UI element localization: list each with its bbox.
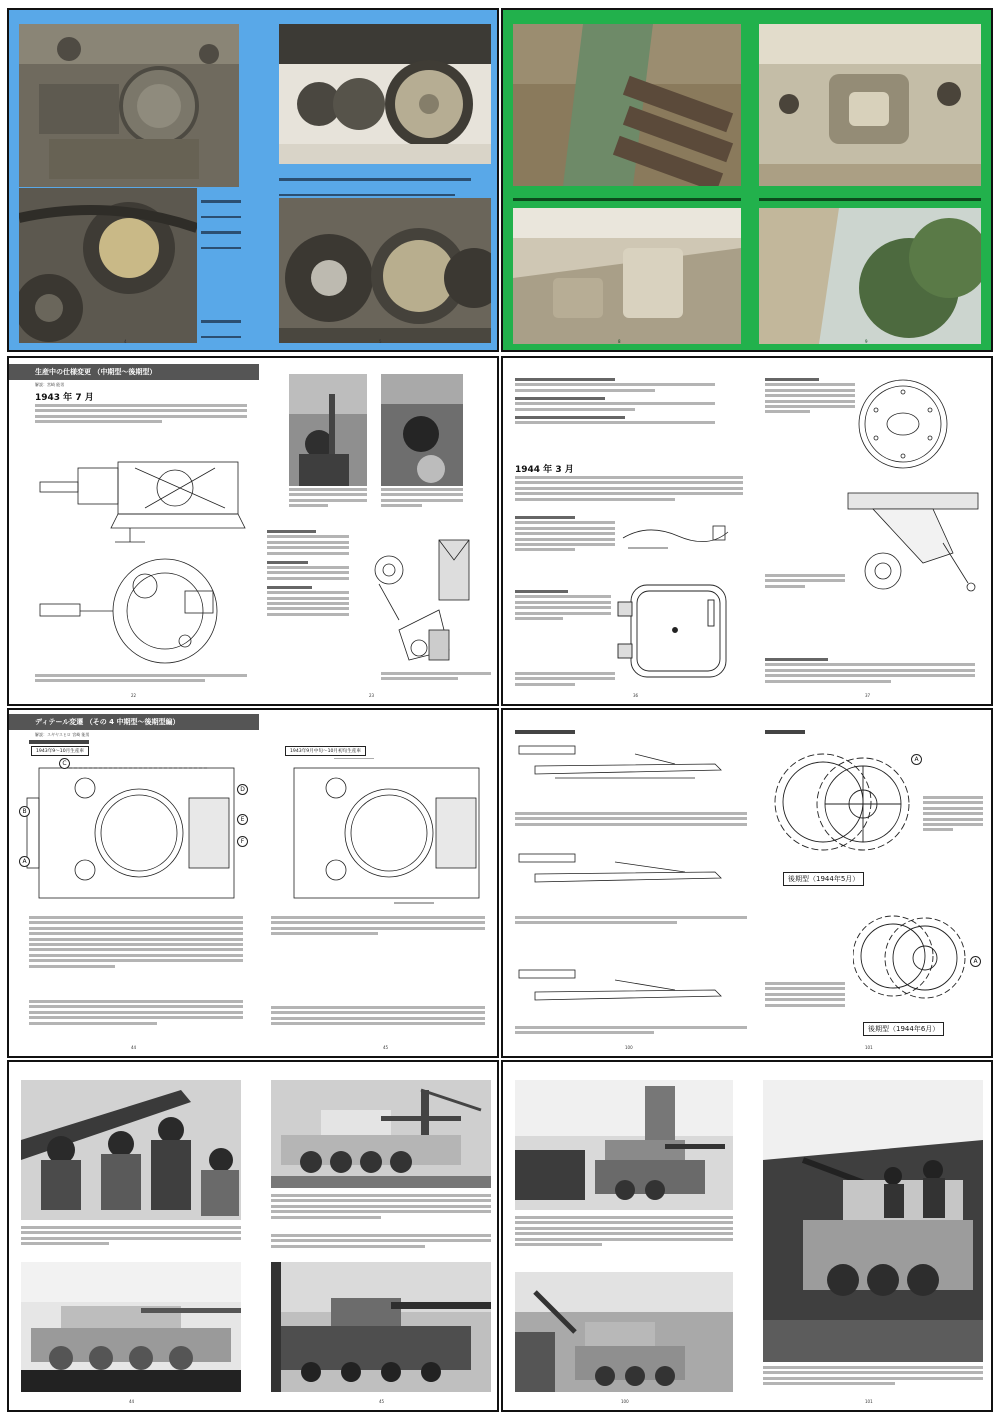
photo-crew-on-barrel	[21, 1080, 241, 1220]
photo-tiger-crew-climb	[763, 1080, 983, 1362]
spread-7-bw-photos	[7, 1060, 499, 1412]
page-number: 100	[621, 1399, 629, 1404]
callout-e: E	[237, 814, 248, 825]
body-text	[765, 982, 845, 1022]
sprocket-diagram-2	[853, 898, 973, 1018]
page-number: 101	[865, 1399, 873, 1404]
photo-caption	[279, 168, 479, 196]
page-number: 9	[865, 339, 868, 344]
page-number: 101	[865, 1045, 873, 1050]
date-title: 1943 年 7 月	[35, 393, 94, 403]
spread-2-color-photos	[501, 8, 993, 352]
spread-8-bw-photos	[501, 1060, 993, 1412]
spread-4-spec-changes	[501, 356, 993, 706]
page-number: 36	[633, 693, 639, 698]
hull-top-diagram-left	[19, 758, 251, 908]
page-number: 100	[625, 1045, 633, 1050]
photo-tiger-on-railcar	[21, 1262, 241, 1392]
fender-diagram-1	[515, 742, 725, 798]
photo-caption	[763, 1366, 983, 1394]
photo-caption	[201, 190, 241, 260]
body-text	[267, 530, 349, 690]
photo-turret-rear	[19, 24, 239, 187]
body-text	[515, 812, 747, 838]
date-title: 1944 年 3 月	[515, 465, 574, 475]
photo-sky-trees	[759, 208, 981, 344]
photo-tiger-forest	[271, 1262, 491, 1392]
photo-tiger-crane	[271, 1080, 491, 1188]
photo-caption	[515, 1216, 733, 1256]
photo-tiger-town-square	[515, 1080, 733, 1210]
photo-track-closeup	[513, 24, 741, 186]
hatch-mechanism-diagram	[359, 530, 489, 670]
body-text	[271, 1006, 485, 1040]
photo-caption	[21, 1226, 241, 1252]
photo-caption	[201, 310, 241, 338]
figure-heading	[765, 730, 805, 734]
page-number: 45	[379, 1399, 385, 1404]
photo-idler-wheel	[279, 198, 491, 343]
callout-d: D	[237, 784, 248, 795]
photo-caption	[271, 1194, 491, 1228]
page-number: 5	[379, 339, 382, 344]
photo-caption	[271, 1234, 491, 1256]
hull-top-diagram-right	[274, 758, 494, 908]
body-text	[515, 516, 615, 586]
body-text	[515, 916, 747, 936]
page-number: 23	[369, 693, 375, 698]
body-text	[271, 916, 485, 948]
spread-6-sprocket-changes	[501, 708, 993, 1058]
photo-hull-front	[513, 208, 741, 344]
callout-b: B	[19, 806, 30, 817]
photo-caption	[513, 188, 741, 206]
body-text	[765, 378, 855, 448]
body-text	[515, 378, 715, 456]
callout-a: A	[911, 754, 922, 765]
figure-heading	[29, 740, 89, 744]
wheel-hub-diagram	[858, 376, 948, 472]
body-text	[515, 672, 615, 694]
body-text	[765, 658, 975, 692]
body-text	[29, 916, 243, 996]
spread-5-detail-changes	[7, 708, 499, 1058]
body-text	[923, 796, 983, 856]
body-text	[35, 674, 247, 692]
body-text	[29, 1000, 243, 1040]
page-number: 37	[865, 693, 871, 698]
body-text	[765, 574, 845, 604]
page-number: 8	[618, 339, 621, 344]
figure-title-left: 1943年9～10月生産車	[31, 746, 89, 756]
suspension-arm-diagram	[843, 483, 983, 603]
tank-side-diagram	[35, 448, 255, 546]
callout-c: C	[59, 758, 70, 769]
photo-caption	[289, 488, 367, 516]
photo-caption	[381, 672, 491, 688]
figure-title-right: 1943年9月中旬～10月初旬生産車	[285, 746, 366, 756]
photo-hull-weld-detail	[759, 24, 981, 186]
page-number: 22	[131, 693, 137, 698]
photo-caption	[759, 188, 981, 206]
fender-diagram-2	[515, 850, 725, 906]
photo-roadwheels-side	[279, 24, 491, 164]
callout-a: A	[970, 956, 981, 967]
section-author: 解説：スギヤスヒロ 宮崎 能男	[35, 732, 90, 737]
spread-3-spec-changes	[7, 356, 499, 706]
callout-f: F	[237, 836, 248, 847]
body-text	[515, 1026, 747, 1042]
page-number: 44	[131, 1045, 137, 1050]
photo-caption	[381, 488, 463, 516]
body-text	[35, 404, 247, 434]
body-text	[515, 476, 743, 512]
callout-a: A	[19, 856, 30, 867]
tank-top-diagram	[35, 556, 255, 668]
photo-crew-bw	[289, 374, 367, 486]
figure-heading	[515, 730, 575, 734]
body-text	[515, 590, 611, 650]
photo-sprocket-track	[19, 188, 197, 343]
photo-tiger-road	[515, 1272, 733, 1392]
hinge-diagram	[618, 518, 738, 558]
sprocket-label-bottom: 後期型（1944年6月）	[863, 1022, 944, 1036]
sprocket-label-top: 後期型（1944年5月）	[783, 872, 864, 886]
fender-diagram-3	[515, 966, 725, 1022]
hatch-door-diagram	[613, 580, 733, 682]
page-number: 45	[383, 1045, 389, 1050]
section-header: ディテール変遷 （その 4 中期型～後期型編）	[9, 714, 259, 730]
photo-hatch-bw	[381, 374, 463, 486]
sprocket-diagram-1	[773, 740, 923, 870]
section-header: 生産中の仕様変更 （中期型～後期型）	[9, 364, 259, 380]
page-number: 44	[129, 1399, 135, 1404]
spread-1-color-photos	[7, 8, 499, 352]
page-number: 4	[124, 339, 127, 344]
section-author: 解説：宮崎 能男	[35, 382, 65, 387]
